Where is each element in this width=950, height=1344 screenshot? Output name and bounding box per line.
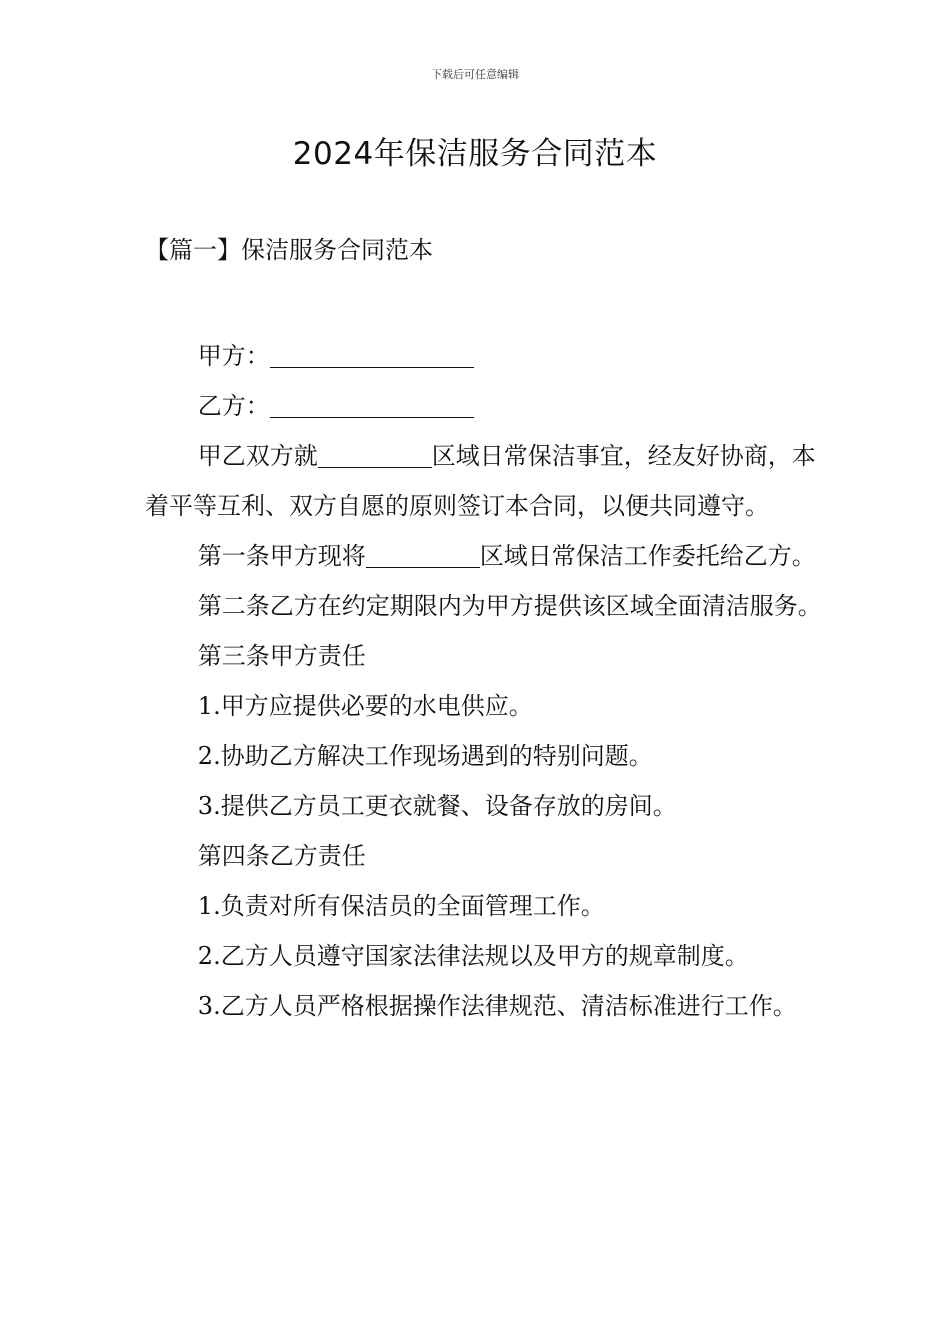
article-3-item-1: 1.甲方应提供必要的水电供应。 <box>197 692 533 720</box>
article-4-item-3: 3.乙方人员严格根据操作法律规范、清洁标准进行工作。 <box>197 992 797 1020</box>
intro-paragraph <box>145 431 825 531</box>
party-a-line <box>145 331 825 381</box>
party-b-label: 乙方： <box>197 392 270 420</box>
article-1 <box>145 531 825 581</box>
party-b-line <box>145 381 825 431</box>
article-3-item-3: 3.提供乙方员工更衣就餐、设备存放的房间。 <box>197 792 677 820</box>
header-note: 下载后可任意编辑 <box>431 68 519 81</box>
article-1-after: 区域日常保洁工作委托给乙方。 <box>479 542 816 570</box>
party-a-label: 甲方： <box>197 342 270 370</box>
article-4-title: 第四条乙方责任 <box>197 842 366 870</box>
article-1-area-blank <box>366 539 480 568</box>
intro-area-blank <box>318 439 432 468</box>
intro-text-before: 甲乙双方就 <box>197 442 318 470</box>
section-heading: 【篇一】保洁服务合同范本 <box>145 236 433 264</box>
party-a-blank <box>270 339 474 368</box>
article-1-before: 第一条甲方现将 <box>197 542 366 570</box>
article-2: 第二条乙方在约定期限内为甲方提供该区域全面清洁服务。 <box>197 592 822 620</box>
contract-body <box>145 331 825 1031</box>
article-4-item-1: 1.负责对所有保洁员的全面管理工作。 <box>197 892 605 920</box>
intro-text-after: 区域日常保洁事宜，经友好协商，本着平等互利、双方自愿的原则签订本合同，以便共同遵守。 <box>145 442 816 520</box>
article-3-title: 第三条甲方责任 <box>197 642 366 670</box>
party-b-blank <box>270 389 474 418</box>
article-4-item-2: 2.乙方人员遵守国家法律法规以及甲方的规章制度。 <box>197 942 749 970</box>
article-3-item-2: 2.协助乙方解决工作现场遇到的特别问题。 <box>197 742 653 770</box>
document-title: 2024年保洁服务合同范本 <box>292 136 658 172</box>
